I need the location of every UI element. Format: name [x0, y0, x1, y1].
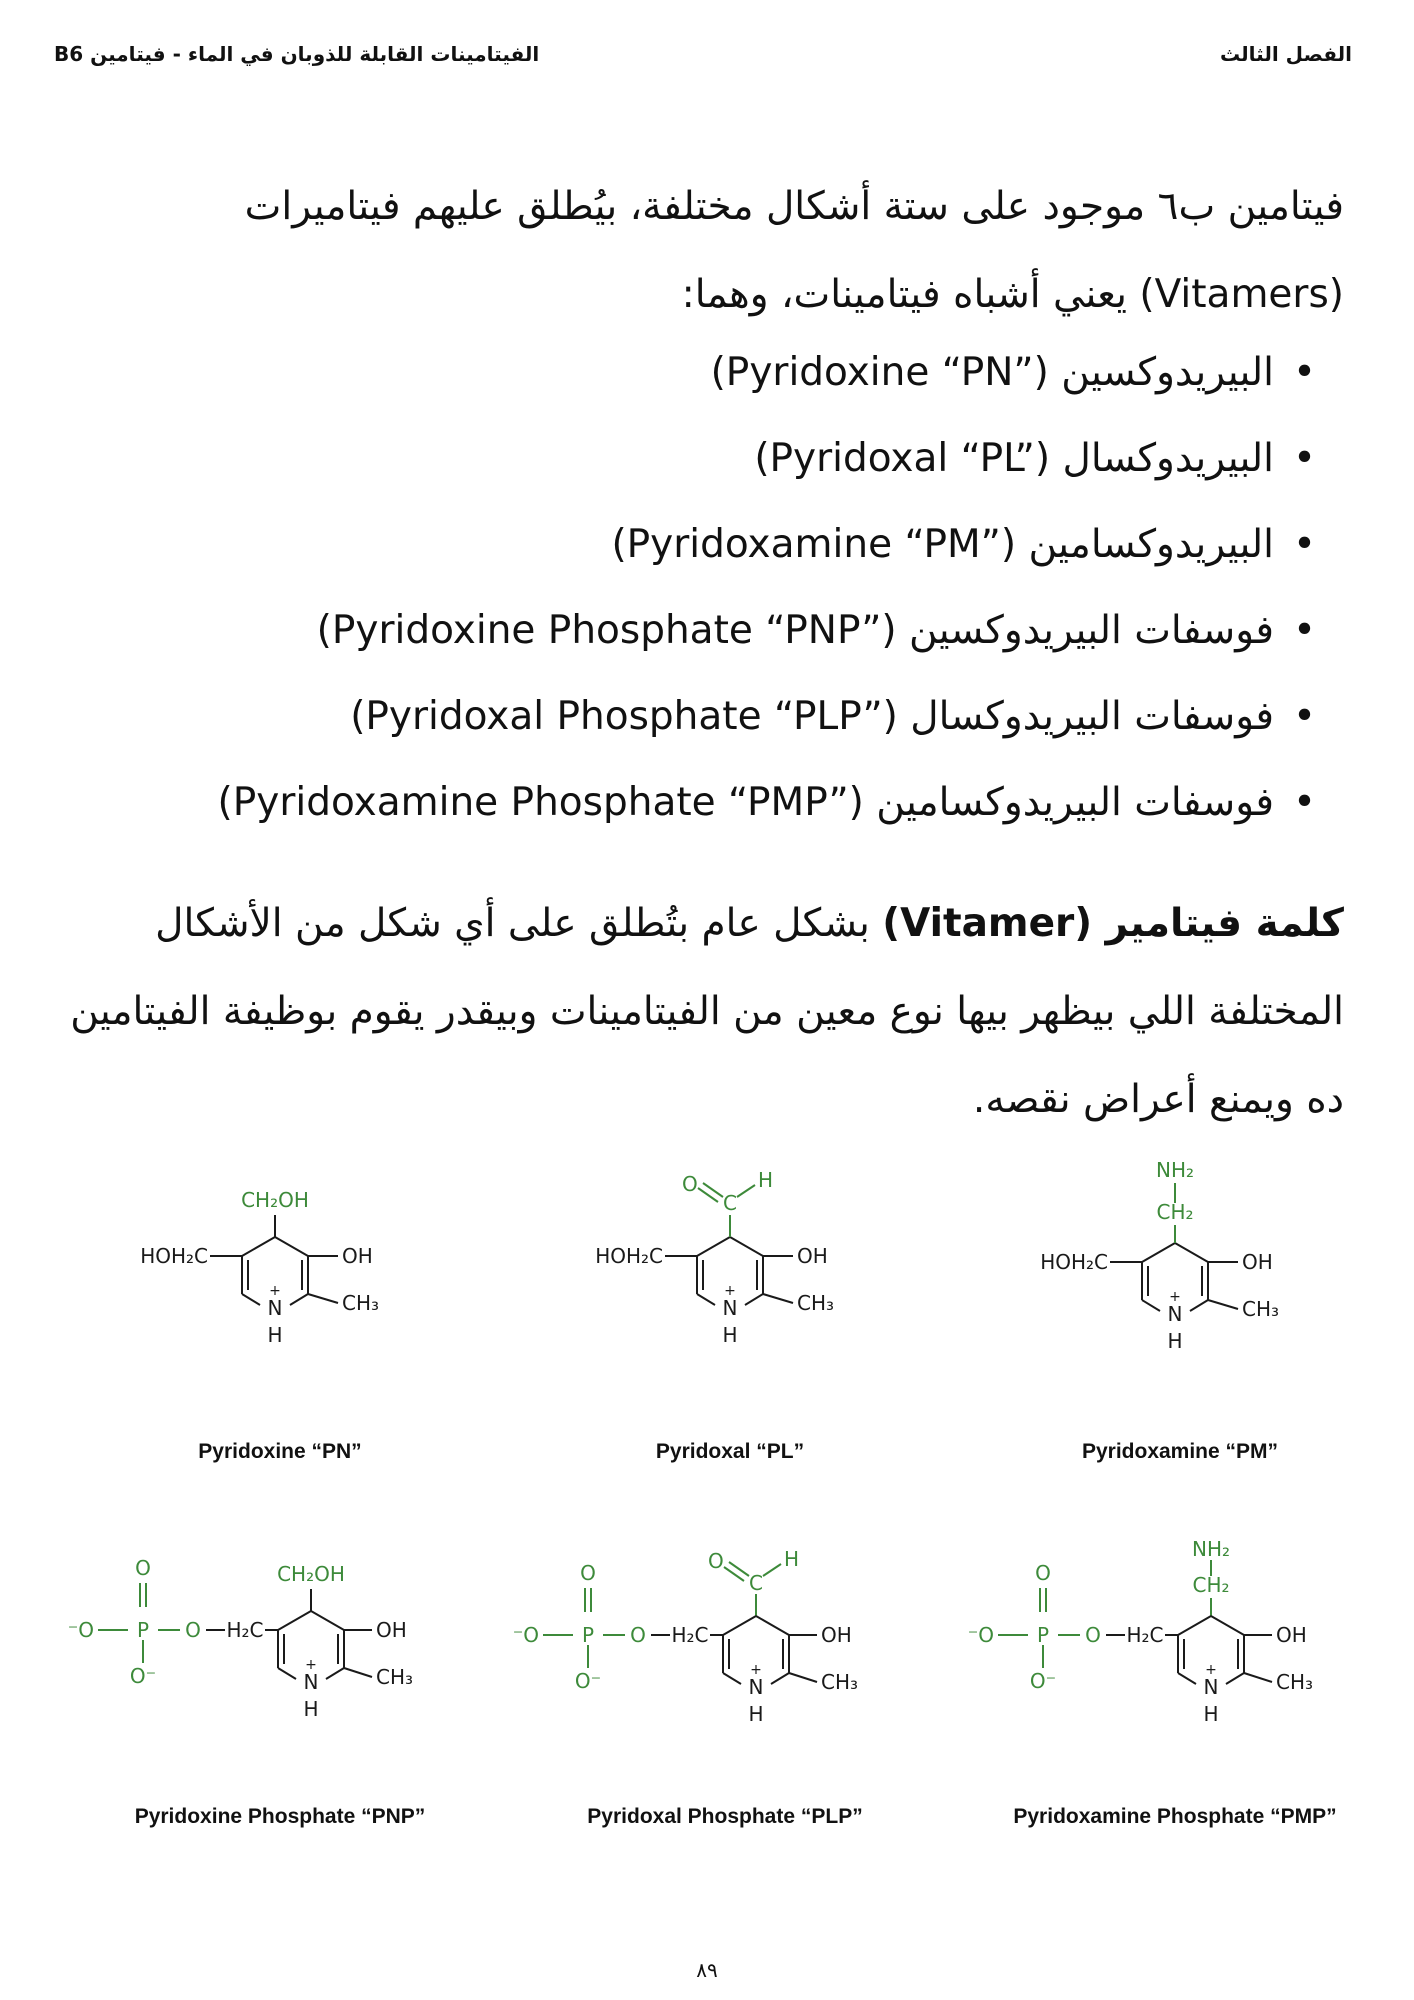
ch2-label: CH₂: [1156, 1200, 1194, 1224]
plus-label: +: [750, 1662, 762, 1678]
vitamer-definition: [64, 880, 1344, 1144]
structure-pm: [1000, 1158, 1340, 1425]
n-label: N: [1167, 1302, 1183, 1326]
o-minus-left-label: ⁻O: [967, 1623, 994, 1647]
intro-paragraph: فيتامين ب٦ موجود على ستة أشكال مختلفة، بيُطلق عليهم فيتاميرات (Vitamers) يعني أشباه فيتامينات، وهما:: [244, 184, 1344, 317]
n-label: N: [267, 1296, 283, 1320]
o-label: O: [135, 1556, 151, 1580]
n-label: N: [722, 1296, 738, 1320]
oh-label: OH: [1276, 1623, 1307, 1647]
vitamer-list: [218, 330, 1274, 846]
hoh2c-label: HOH₂C: [140, 1244, 208, 1268]
plus-label: +: [724, 1283, 736, 1299]
list-item: • البيريدوكسين (Pyridoxine “PN”): [218, 330, 1274, 416]
o-minus-left-label: ⁻O: [512, 1623, 539, 1647]
h-label: H: [267, 1323, 283, 1347]
caption-pmp: Pyridoxamine Phosphate “PMP”: [1013, 1805, 1337, 1828]
h-label: H: [758, 1168, 774, 1192]
n-label: N: [1203, 1675, 1219, 1699]
h-label: H: [1203, 1702, 1219, 1726]
o-minus-label: O⁻: [129, 1664, 157, 1688]
plus-label: +: [1205, 1662, 1217, 1678]
o-minus-label: O⁻: [574, 1669, 602, 1693]
structure-pl: [555, 1168, 895, 1425]
chapter-title: الفصل الثالث: [1219, 42, 1352, 66]
caption-plp: Pyridoxal Phosphate “PLP”: [587, 1805, 863, 1828]
ch3-label: CH₃: [821, 1670, 859, 1694]
o-label: O: [1085, 1623, 1101, 1647]
oh-label: OH: [821, 1623, 852, 1647]
ch3-label: CH₃: [376, 1665, 414, 1689]
list-item: • فوسفات البيريدوكسين (Pyridoxine Phosphate “PNP”): [218, 588, 1274, 674]
nh2-label: NH₂: [1191, 1537, 1231, 1561]
p-label: P: [1036, 1623, 1050, 1647]
vitamer-text: بشكل عام بتُطلق على أي شكل من الأشكال المختلفة اللي بيظهر بيها نوع معين من الفيتامينات وبيقدر يقوم بوظيفة الفيتامين ده ويمنع أعراض نقصه.: [70, 901, 1344, 1122]
o-label: O: [185, 1618, 201, 1642]
h-label: H: [784, 1547, 800, 1571]
o-minus-label: O⁻: [1029, 1669, 1057, 1693]
list-item: • فوسفات البيريدوكسامين (Pyridoxamine Phosphate “PMP”): [218, 760, 1274, 846]
structure-pn: [100, 1185, 440, 1425]
structure-pmp: [960, 1537, 1380, 1780]
h2c-label: H₂C: [1126, 1623, 1164, 1647]
o-minus-left-label: ⁻O: [67, 1618, 94, 1642]
oh-label: OH: [342, 1244, 373, 1268]
ch2-label: CH₂: [1192, 1573, 1230, 1597]
o-label: O: [630, 1623, 646, 1647]
ch3-label: CH₃: [1242, 1297, 1280, 1321]
caption-pm: Pyridoxamine “PM”: [1081, 1440, 1279, 1463]
hoh2c-label: HOH₂C: [595, 1244, 663, 1268]
caption-pn: Pyridoxine “PN”: [198, 1440, 362, 1463]
h-label: H: [1167, 1329, 1183, 1353]
o-label: O: [708, 1549, 724, 1573]
caption-pl: Pyridoxal “PL”: [655, 1440, 805, 1463]
oh-label: OH: [376, 1618, 407, 1642]
n-label: N: [748, 1675, 764, 1699]
list-item: • البيريدوكسال (Pyridoxal “PL”): [218, 416, 1274, 502]
list-item: • فوسفات البيريدوكسال (Pyridoxal Phosphate “PLP”): [218, 674, 1274, 760]
o-label: O: [1035, 1561, 1051, 1585]
oh-label: OH: [797, 1244, 828, 1268]
o-label: O: [580, 1561, 596, 1585]
caption-pnp: Pyridoxine Phosphate “PNP”: [134, 1805, 426, 1828]
h-label: H: [303, 1697, 319, 1721]
ch2oh-label: CH₂OH: [241, 1188, 309, 1212]
page-number: ٨٩: [696, 1958, 718, 1982]
list-item: • البيريدوكسامين (Pyridoxamine “PM”): [218, 502, 1274, 588]
h2c-label: H₂C: [226, 1618, 264, 1642]
structure-pnp: [60, 1545, 480, 1775]
ch3-label: CH₃: [1276, 1670, 1314, 1694]
c-label: C: [723, 1191, 737, 1215]
p-label: P: [136, 1618, 150, 1642]
vitamer-term: كلمة فيتامير (Vitamer): [882, 901, 1344, 946]
o-label: O: [682, 1172, 698, 1196]
oh-label: OH: [1242, 1250, 1273, 1274]
ch2oh-label: CH₂OH: [277, 1562, 345, 1586]
h-label: H: [748, 1702, 764, 1726]
h2c-label: H₂C: [671, 1623, 709, 1647]
h-label: H: [722, 1323, 738, 1347]
plus-label: +: [305, 1657, 317, 1673]
plus-label: +: [1169, 1289, 1181, 1305]
nh2-label: NH₂: [1155, 1158, 1195, 1182]
structure-plp: [505, 1547, 925, 1780]
c-label: C: [749, 1571, 763, 1595]
ch3-label: CH₃: [342, 1291, 380, 1315]
n-label: N: [303, 1670, 319, 1694]
ch3-label: CH₃: [797, 1291, 835, 1315]
section-title: الفيتامينات القابلة للذوبان في الماء - فيتامين B6: [54, 42, 540, 66]
hoh2c-label: HOH₂C: [1040, 1250, 1108, 1274]
p-label: P: [581, 1623, 595, 1647]
plus-label: +: [269, 1283, 281, 1299]
